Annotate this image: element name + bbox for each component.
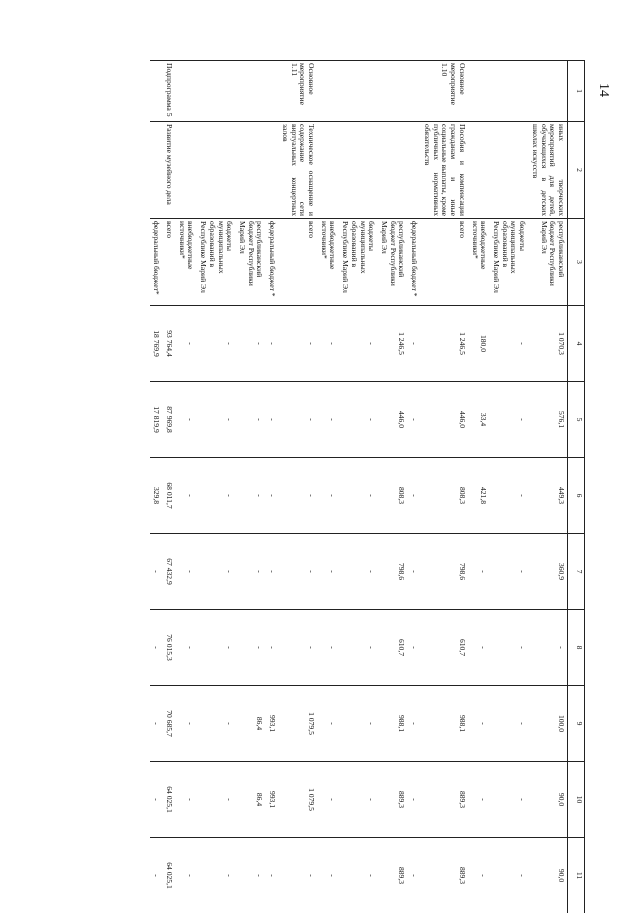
amount-cell: -	[150, 610, 163, 686]
program-code-cell	[528, 61, 567, 122]
amount-cell: -	[175, 534, 196, 610]
funding-source-cell: федеральный бюджет*	[150, 219, 163, 306]
amount-cell: 68 011,7	[162, 458, 175, 534]
funding-source-cell: внебюджетные источники*	[468, 219, 489, 306]
amount-cell: 33,4	[468, 382, 489, 458]
funding-source-cell: бюджеты муниципальных образований в Республике Марий Эл	[338, 219, 377, 306]
table-body	[150, 61, 568, 913]
amount-cell: -	[278, 306, 317, 382]
amount-cell: 808,3	[420, 458, 468, 534]
program-name-cell	[489, 122, 528, 219]
program-code-cell: Основное мероприятие 1.10	[420, 61, 468, 122]
amount-cell: 889,3	[420, 762, 468, 838]
program-name-cell	[235, 122, 265, 219]
amount-cell: 67 432,9	[162, 534, 175, 610]
amount-cell: -	[317, 762, 338, 838]
funding-source-cell: федеральный бюджет *	[265, 219, 278, 306]
amount-cell: -	[235, 610, 265, 686]
amount-cell: 993,1	[265, 686, 278, 762]
amount-cell: -	[265, 610, 278, 686]
table-row	[338, 61, 377, 913]
amount-cell: -	[338, 762, 377, 838]
program-code-cell	[235, 61, 265, 122]
amount-cell: 1 246,5	[377, 306, 407, 382]
amount-cell: -	[265, 306, 278, 382]
amount-cell: -	[196, 306, 235, 382]
amount-cell: -	[235, 458, 265, 534]
funding-source-cell: республиканский бюджет Республики Марий Эл	[528, 219, 567, 306]
amount-cell: -	[235, 534, 265, 610]
amount-cell: 90,0	[528, 762, 567, 838]
program-code-cell	[175, 61, 196, 122]
amount-cell: 610,7	[420, 610, 468, 686]
program-name-cell	[150, 122, 163, 219]
amount-cell: -	[408, 686, 421, 762]
funding-source-cell: внебюджетные источники*	[317, 219, 338, 306]
amount-cell: -	[408, 458, 421, 534]
amount-cell: -	[175, 686, 196, 762]
amount-cell: -	[338, 458, 377, 534]
funding-source-cell: республиканский бюджет Республики Марий Эл	[377, 219, 407, 306]
amount-cell: -	[317, 686, 338, 762]
program-name-cell	[265, 122, 278, 219]
amount-cell: 64 025,1	[162, 762, 175, 838]
amount-cell: -	[408, 382, 421, 458]
amount-cell: -	[317, 306, 338, 382]
amount-cell: -	[317, 610, 338, 686]
amount-cell: -	[489, 838, 528, 913]
table-row	[317, 61, 338, 913]
amount-cell: -	[408, 610, 421, 686]
amount-cell: 1 246,5	[420, 306, 468, 382]
amount-cell: -	[196, 610, 235, 686]
amount-cell: 421,8	[468, 458, 489, 534]
program-code-cell	[408, 61, 421, 122]
table-row	[408, 61, 421, 913]
table-row	[265, 61, 278, 913]
amount-cell: -	[489, 306, 528, 382]
amount-cell: 1 079,5	[278, 686, 317, 762]
amount-cell: -	[338, 534, 377, 610]
amount-cell: 329,8	[150, 458, 163, 534]
program-name-cell	[175, 122, 196, 219]
amount-cell: -	[528, 610, 567, 686]
amount-cell: -	[175, 382, 196, 458]
column-header: 1	[568, 61, 585, 122]
funding-source-cell: бюджеты муниципальных образований в Республике Марий Эл	[196, 219, 235, 306]
column-header: 6	[568, 458, 585, 534]
amount-cell: 798,6	[420, 534, 468, 610]
column-header: 4	[568, 306, 585, 382]
program-code-cell	[150, 61, 163, 122]
program-name-cell	[468, 122, 489, 219]
amount-cell: -	[317, 534, 338, 610]
amount-cell: -	[408, 306, 421, 382]
amount-cell: 360,9	[528, 534, 567, 610]
budget-table	[150, 60, 585, 913]
table-row	[528, 61, 567, 913]
amount-cell: -	[468, 610, 489, 686]
program-name-cell	[196, 122, 235, 219]
table-row	[150, 61, 163, 913]
amount-cell: -	[150, 838, 163, 913]
amount-cell: -	[489, 610, 528, 686]
amount-cell: -	[489, 534, 528, 610]
table-row	[162, 61, 175, 913]
amount-cell: -	[175, 838, 196, 913]
column-header: 9	[568, 686, 585, 762]
amount-cell: 988,1	[377, 686, 407, 762]
amount-cell: -	[338, 838, 377, 913]
amount-cell: 988,1	[420, 686, 468, 762]
amount-cell: 86,4	[235, 686, 265, 762]
page-number: 14	[595, 83, 611, 97]
amount-cell: -	[278, 838, 317, 913]
program-code-cell	[468, 61, 489, 122]
program-code-cell: Подпрограмма 5	[162, 61, 175, 122]
amount-cell: -	[338, 382, 377, 458]
amount-cell: 446,0	[377, 382, 407, 458]
amount-cell: 889,3	[377, 762, 407, 838]
program-code-cell	[317, 61, 338, 122]
amount-cell: 1 070,3	[528, 306, 567, 382]
column-header: 5	[568, 382, 585, 458]
program-name-cell	[377, 122, 407, 219]
table-row	[175, 61, 196, 913]
program-code-cell	[338, 61, 377, 122]
program-name-cell	[408, 122, 421, 219]
amount-cell: -	[408, 838, 421, 913]
amount-cell: -	[196, 762, 235, 838]
amount-cell: 17 819,9	[150, 382, 163, 458]
program-code-cell	[489, 61, 528, 122]
table-header-row	[568, 61, 585, 913]
amount-cell: 93 764,4	[162, 306, 175, 382]
amount-cell: 610,7	[377, 610, 407, 686]
column-header: 3	[568, 219, 585, 306]
amount-cell: -	[235, 306, 265, 382]
amount-cell: 86,4	[235, 762, 265, 838]
amount-cell: -	[265, 534, 278, 610]
amount-cell: -	[468, 762, 489, 838]
funding-source-cell: федеральный бюджет *	[408, 219, 421, 306]
amount-cell: 449,3	[528, 458, 567, 534]
amount-cell: -	[175, 610, 196, 686]
amount-cell: -	[468, 838, 489, 913]
column-header: 11	[568, 838, 585, 913]
amount-cell: -	[468, 534, 489, 610]
amount-cell: -	[317, 382, 338, 458]
table-row	[468, 61, 489, 913]
amount-cell: 808,3	[377, 458, 407, 534]
funding-source-cell: всего	[278, 219, 317, 306]
amount-cell: 889,3	[420, 838, 468, 913]
column-header: 10	[568, 762, 585, 838]
program-code-cell	[196, 61, 235, 122]
amount-cell: -	[150, 686, 163, 762]
amount-cell: -	[338, 686, 377, 762]
program-name-cell: Пособия и компенсации гражданам и иные социальные выплаты, кроме публичных нормативных обязательств	[420, 122, 468, 219]
amount-cell: -	[317, 838, 338, 913]
amount-cell: -	[278, 534, 317, 610]
funding-source-cell: внебюджетные источники*	[175, 219, 196, 306]
amount-cell: -	[265, 838, 278, 913]
amount-cell: -	[196, 534, 235, 610]
amount-cell: -	[317, 458, 338, 534]
amount-cell: -	[338, 306, 377, 382]
amount-cell: 993,1	[265, 762, 278, 838]
funding-source-cell: республиканский бюджет Республики Марий Эл	[235, 219, 265, 306]
amount-cell: -	[489, 762, 528, 838]
amount-cell: 889,3	[377, 838, 407, 913]
amount-cell: -	[408, 534, 421, 610]
table-row	[489, 61, 528, 913]
amount-cell: -	[265, 458, 278, 534]
amount-cell: -	[235, 838, 265, 913]
amount-cell: 1 079,5	[278, 762, 317, 838]
amount-cell: -	[196, 382, 235, 458]
amount-cell: -	[175, 762, 196, 838]
program-name-cell	[338, 122, 377, 219]
table-row	[278, 61, 317, 913]
amount-cell: 100,0	[528, 686, 567, 762]
amount-cell: -	[338, 610, 377, 686]
amount-cell: 76 015,3	[162, 610, 175, 686]
table-row	[235, 61, 265, 913]
amount-cell: -	[150, 762, 163, 838]
table-row	[196, 61, 235, 913]
amount-cell: -	[175, 458, 196, 534]
amount-cell: -	[278, 458, 317, 534]
amount-cell: -	[196, 686, 235, 762]
column-header: 7	[568, 534, 585, 610]
amount-cell: -	[175, 306, 196, 382]
amount-cell: 798,6	[377, 534, 407, 610]
amount-cell: -	[196, 458, 235, 534]
funding-source-cell: бюджеты муниципальных образований в Республике Марий Эл	[489, 219, 528, 306]
program-code-cell	[377, 61, 407, 122]
amount-cell: -	[278, 610, 317, 686]
column-header: 2	[568, 122, 585, 219]
table-row	[420, 61, 468, 913]
amount-cell: 90,0	[528, 838, 567, 913]
amount-cell: -	[265, 382, 278, 458]
funding-source-cell: всего	[420, 219, 468, 306]
program-name-cell: Техническое оснащение и содержание сети виртуальных концертных залов	[278, 122, 317, 219]
amount-cell: 18 769,9	[150, 306, 163, 382]
amount-cell: -	[196, 838, 235, 913]
program-name-cell: Развитие музейного дела	[162, 122, 175, 219]
amount-cell: -	[489, 382, 528, 458]
amount-cell: 70 685,7	[162, 686, 175, 762]
amount-cell: -	[408, 762, 421, 838]
amount-cell: 446,0	[420, 382, 468, 458]
program-code-cell: Основное мероприятие 1.11	[278, 61, 317, 122]
amount-cell: 64 025,1	[162, 838, 175, 913]
amount-cell: -	[278, 382, 317, 458]
amount-cell: -	[150, 534, 163, 610]
amount-cell: -	[468, 686, 489, 762]
amount-cell: -	[489, 458, 528, 534]
amount-cell: 576,1	[528, 382, 567, 458]
amount-cell: 87 969,8	[162, 382, 175, 458]
amount-cell: -	[489, 686, 528, 762]
column-header: 8	[568, 610, 585, 686]
program-name-cell: иных творческих мероприятий для детей, обучающихся в детских школах искусств	[528, 122, 567, 219]
funding-source-cell: всего	[162, 219, 175, 306]
amount-cell: -	[235, 382, 265, 458]
program-name-cell	[317, 122, 338, 219]
amount-cell: 180,0	[468, 306, 489, 382]
program-code-cell	[265, 61, 278, 122]
budget-table-rotated	[125, 60, 585, 860]
table-row	[377, 61, 407, 913]
